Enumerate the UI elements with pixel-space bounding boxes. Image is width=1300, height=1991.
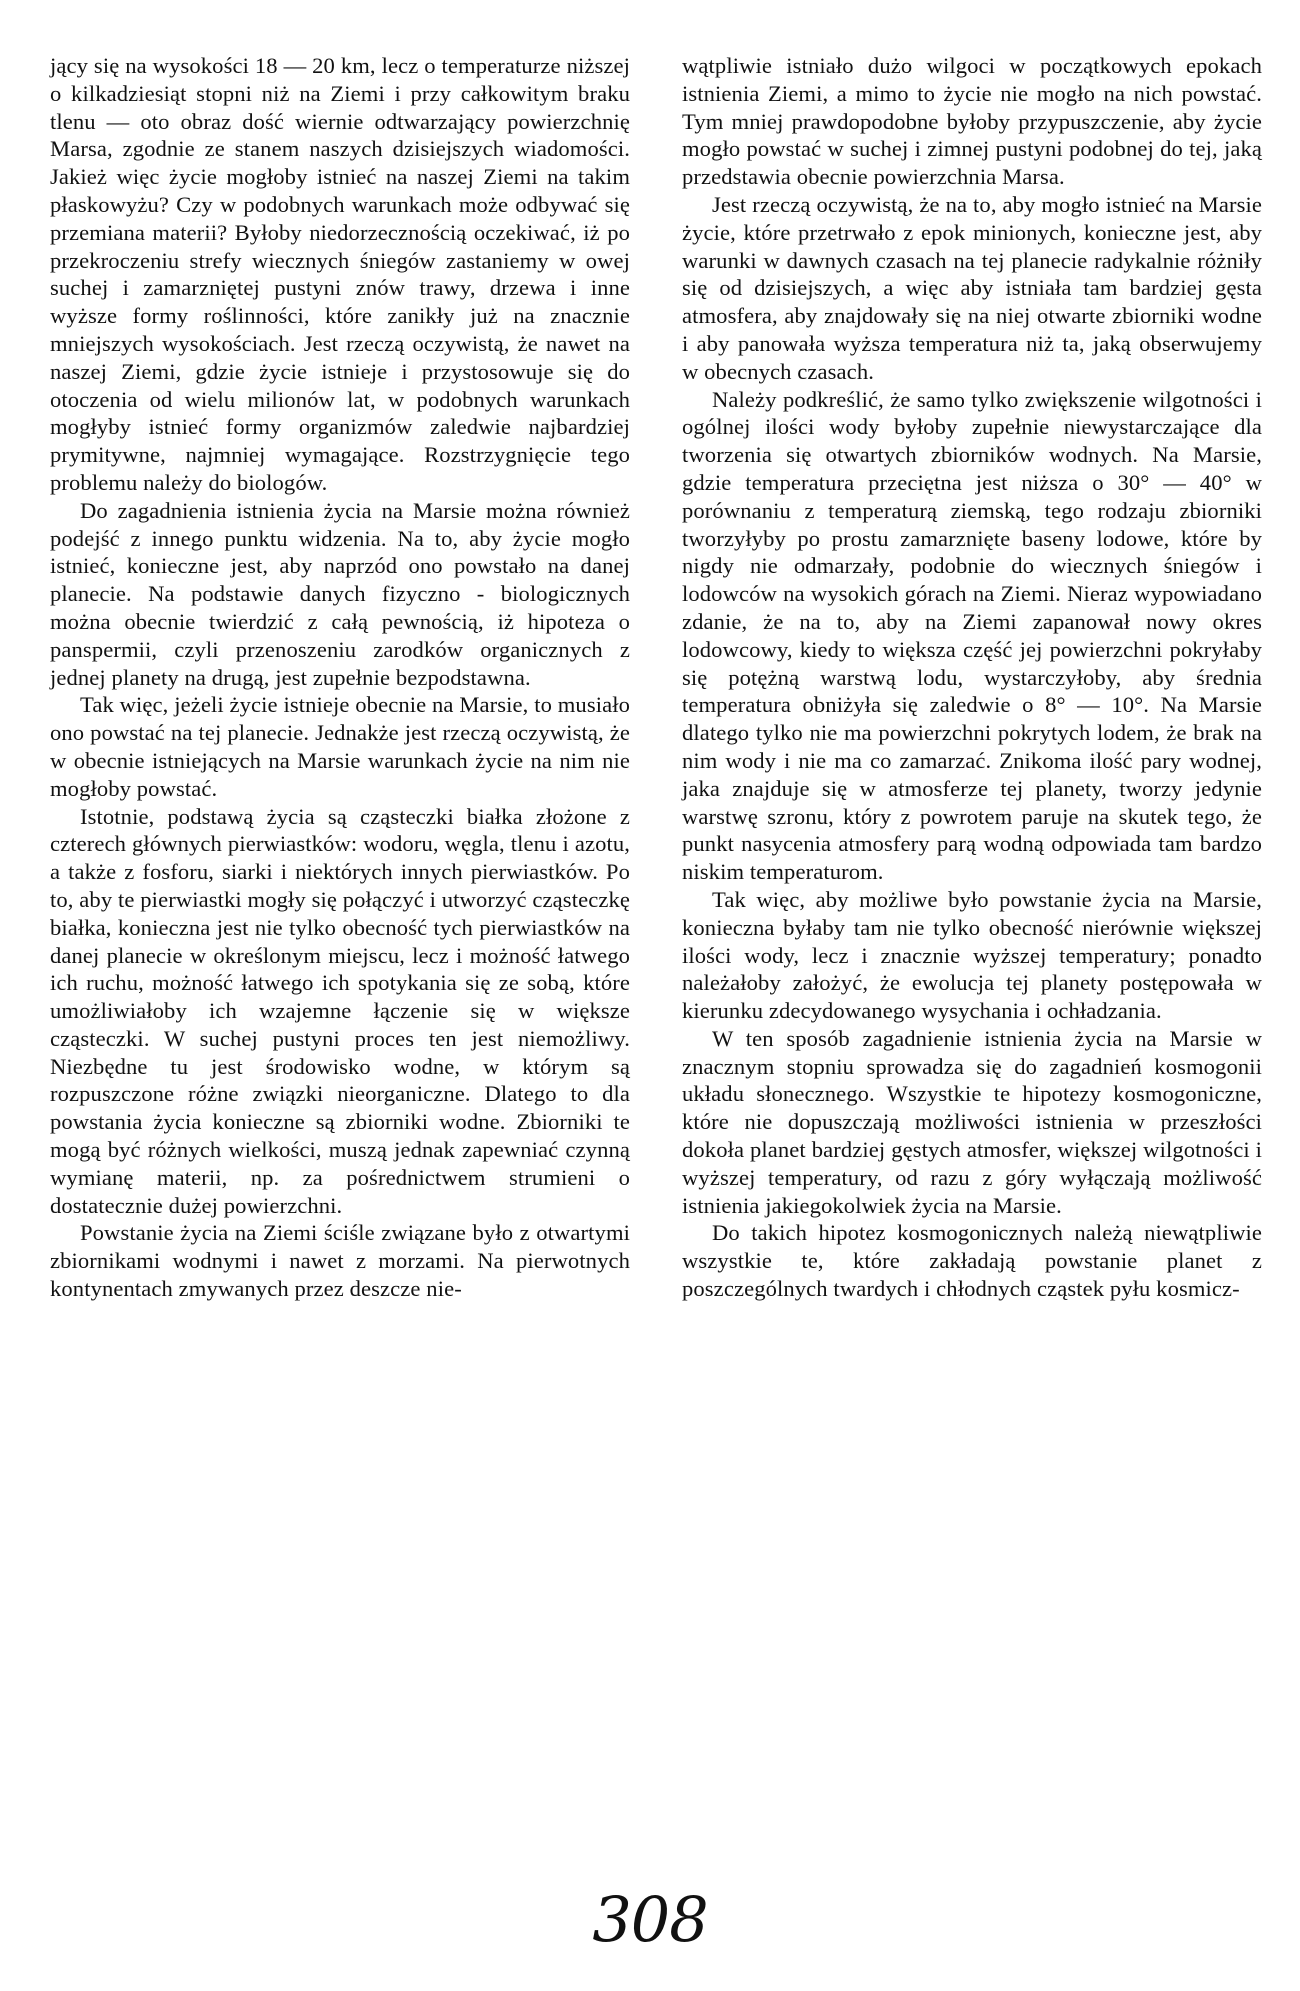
- paragraph: W ten sposób zagadnienie istnienia życia na Marsie w znacznym stopniu sprowadza się do zagadnień kosmogonii układu słonecznego. Wszystkie te hipotezy kosmogoniczne, które nie dopuszczają możliwości istnienia w przeszłości dokoła planet bardziej gęstych atmosfer, większej wilgotności i wyższej temperatury, od razu z góry wyłączają możliwość istnienia jakiegokolwiek życia na Marsie.: [682, 1025, 1262, 1218]
- paragraph: Tak więc, jeżeli życie istnieje obecnie na Marsie, to musiało ono powstać na tej planecie. Jednakże jest rzeczą oczywistą, że w obecnie istniejących na Marsie warunkach życie na nim nie mogłoby powstać.: [50, 692, 630, 801]
- paragraph: wątpliwie istniało dużo wilgoci w początkowych epokach istnienia Ziemi, a mimo to życie nie mogło na nich powstać. Tym mniej prawdopodobne byłoby przypuszczenie, aby życie mogło powstać w suchej i zimnej pustyni podobnej do tej, jaką przedstawia obecnie powierzchnia Marsa.: [682, 53, 1262, 190]
- paragraph: Do zagadnienia istnienia życia na Marsie można również podejść z innego punktu widzenia. Na to, aby życie mogło istnieć, konieczne jest, aby naprzód ono powstało na danej planecie. Na podstawie danych fizyczno - biologicznych można obecnie twierdzić z całą pewnością, iż hipoteza o panspermii, czyli przenoszeniu zarodków organicznych z jednej planety na drugą, jest zupełnie bezpodstawna.: [50, 497, 630, 690]
- paragraph: Należy podkreślić, że samo tylko zwiększenie wilgotności i ogólnej ilości wody byłoby zupełnie niewystarczające dla tworzenia się otwartych zbiorników wodnych. Na Marsie, gdzie temperatura przeciętna jest niższa o 30° — 40° w porównaniu z temperaturą ziemską, tego rodzaju zbiorniki tworzyłyby po prostu zamarznięte baseny lodowe, które by nigdy nie odmarzały, podobnie do wiecznych śniegów i lodowców na wysokich górach na Ziemi. Nieraz wypowiadano zdanie, że na to, aby na Ziemi zapanował nowy okres lodowcowy, kiedy to większa część jej powierzchni pokryłaby się potężną warstwą lodu, wystarczyłoby, aby średnia temperatura obniżyła się zaledwie o 8° — 10°. Na Marsie dlatego tylko nie ma powierzchni pokrytych lodem, że brak na nim wody i nie ma co zamarzać. Znikoma ilość pary wodnej, jaka znajduje się w atmosferze tej planety, tworzy jedynie warstwę szronu, który z powrotem paruje na skutek tego, że punkt nasycenia atmosfery parą wodną odpowiada tam bardzo niskim temperaturom.: [682, 386, 1262, 885]
- paragraph: Do takich hipotez kosmogonicznych należą niewątpliwie wszystkie te, które zakładają powstanie planet z poszczególnych twardych i chłodnych cząstek pyłu kosmicz-: [682, 1220, 1262, 1302]
- page-number: 308: [592, 1883, 708, 1956]
- paragraph: Jest rzeczą oczywistą, że na to, aby mogło istnieć na Marsie życie, które przetrwało z epok minionych, konieczne jest, aby warunki w dawnych czasach na tej planecie radykalnie różniły się od dzisiejszych, a więc aby istniała tam bardziej gęsta atmosfera, aby znajdowały się na niej otwarte zbiorniki wodne i aby panowała wyższa temperatura niż ta, jaką obserwujemy w obecnych czasach.: [682, 191, 1262, 384]
- right-column: [682, 52, 1262, 1303]
- paragraph: Istotnie, podstawą życia są cząsteczki białka złożone z czterech głównych pierwiastków: wodoru, węgla, tlenu i azotu, a także z fosforu, siarki i niektórych innych pierwiastków. Po to, aby te pierwiastki mogły się połączyć i utworzyć cząsteczkę białka, konieczna jest nie tylko obecność tych pierwiastków na danej planecie w określonym miejscu, lecz i możność łatwego ich ruchu, możność łatwego ich spotykania się ze sobą, które umożliwiałoby ich wzajemne łączenie się w większe cząsteczki. W suchej pustyni proces ten jest niemożliwy. Niezbędne tu jest środowisko wodne, w którym są rozpuszczone różne związki nieorganiczne. Dlatego to dla powstania życia konieczne są zbiorniki wodne. Zbiorniki te mogą być różnych wielkości, muszą jednak zapewniać czynną wymianę materii, np. za pośrednictwem strumieni o dostatecznie dużej powierzchni.: [50, 803, 630, 1218]
- paragraph: jący się na wysokości 18 — 20 km, lecz o temperaturze niższej o kilkadziesiąt stopni niż na Ziemi i przy całkowitym braku tlenu — oto obraz dość wiernie odtwarzający powierzchnię Marsa, zgodnie ze stanem naszych dzisiejszych wiadomości. Jakież więc życie mogłoby istnieć na naszej Ziemi na takim płaskowyżu? Czy w podobnych warunkach może odbywać się przemiana materii? Byłoby niedorzecznością oczekiwać, iż po przekroczeniu strefy wiecznych śniegów zastaniemy w owej suchej i zamarzniętej pustyni znów trawy, drzewa i inne wyższe formy roślinności, które zanikły już na znacznie mniejszych wysokościach. Jest rzeczą oczywistą, że nawet na naszej Ziemi, gdzie życie istnieje i przystosowuje się do otoczenia od wielu milionów lat, w podobnych warunkach mogłyby istnieć formy organizmów zaledwie najbardziej prymitywne, najmniej wymagające. Rozstrzygnięcie tego problemu należy do biologów.: [50, 53, 630, 495]
- paragraph: Powstanie życia na Ziemi ściśle związane było z otwartymi zbiornikami wodnymi i nawet z morzami. Na pierwotnych kontynentach zmywanych przez deszcze nie-: [50, 1220, 630, 1302]
- paragraph: Tak więc, aby możliwe było powstanie życia na Marsie, konieczna byłaby tam nie tylko obecność nierównie większej ilości wody, lecz i znacznie wyższej temperatury; ponadto należałoby założyć, że ewolucja tej planety postępowała w kierunku zdecydowanego wysychania i ochładzania.: [682, 886, 1262, 1024]
- left-column: [50, 52, 630, 1303]
